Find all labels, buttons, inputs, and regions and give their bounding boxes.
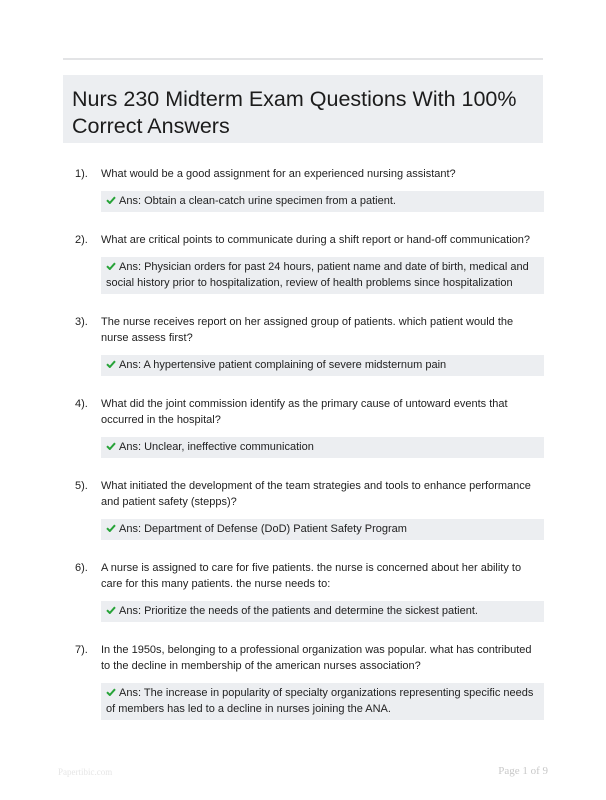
question-item [75, 642, 543, 720]
footer-watermark: Papertibic.com [58, 767, 113, 777]
page-indicator: Page 1 of 9 [498, 765, 548, 777]
question-list [75, 166, 543, 740]
check-icon [106, 524, 116, 532]
question-number: 7). [75, 644, 88, 656]
answer-text: Ans: Prioritize the needs of the patients and determine the sickest patient. [119, 605, 478, 617]
answer-box [101, 355, 544, 376]
question-number: 2). [75, 234, 88, 246]
question-number: 3). [75, 316, 88, 328]
check-icon [106, 360, 116, 368]
question-text: What initiated the development of the team strategies and tools to enhance performance and patient safety (stepps)? [101, 480, 531, 508]
answer-text: Ans: Unclear, ineffective communication [119, 441, 314, 453]
check-icon [106, 688, 116, 696]
title-banner [63, 75, 543, 143]
answer-text: Ans: Physician orders for past 24 hours, patient name and date of birth, medical and social history prior to hospitalization, review of health problems since hospitalization [106, 261, 529, 289]
question-item [75, 314, 543, 376]
question-text: What did the joint commission identify as the primary cause of untoward events that occurred in the hospital? [101, 398, 508, 426]
document-title: Nurs 230 Midterm Exam Questions With 100% Correct Answers [72, 87, 517, 138]
answer-box [101, 437, 544, 458]
question-number: 4). [75, 398, 88, 410]
question-text: What are critical points to communicate during a shift report or hand-off communication? [101, 234, 530, 246]
question-text: In the 1950s, belonging to a professional organization was popular. what has contributed to the decline in membership of the american nurses association? [101, 644, 532, 672]
question-item [75, 478, 543, 540]
answer-box [101, 519, 544, 540]
question-number: 6). [75, 562, 88, 574]
answer-text: Ans: Obtain a clean-catch urine specimen from a patient. [119, 195, 396, 207]
answer-box [101, 257, 544, 294]
answer-box [101, 191, 544, 212]
question-text: A nurse is assigned to care for five patients. the nurse is concerned about her ability to care for this many patients. the nurse needs to: [101, 562, 522, 590]
check-icon [106, 606, 116, 614]
question-text: The nurse receives report on her assigned group of patients. which patient would the nurse assess first? [101, 316, 514, 344]
question-item [75, 560, 543, 622]
answer-box [101, 601, 544, 622]
answer-text: Ans: The increase in popularity of specialty organizations representing specific needs of members has led to a decline in nurses joining the ANA. [106, 687, 534, 715]
answer-text: Ans: Department of Defense (DoD) Patient Safety Program [119, 523, 407, 535]
question-number: 1). [75, 168, 88, 180]
check-icon [106, 196, 116, 204]
answer-text: Ans: A hypertensive patient complaining of severe midsternum pain [119, 359, 447, 371]
check-icon [106, 262, 116, 270]
answer-box [101, 683, 544, 720]
question-number: 5). [75, 480, 88, 492]
top-divider [63, 58, 543, 60]
question-text: What would be a good assignment for an experienced nursing assistant? [101, 168, 456, 180]
question-item [75, 396, 543, 458]
question-item [75, 232, 543, 294]
check-icon [106, 442, 116, 450]
question-item [75, 166, 543, 212]
